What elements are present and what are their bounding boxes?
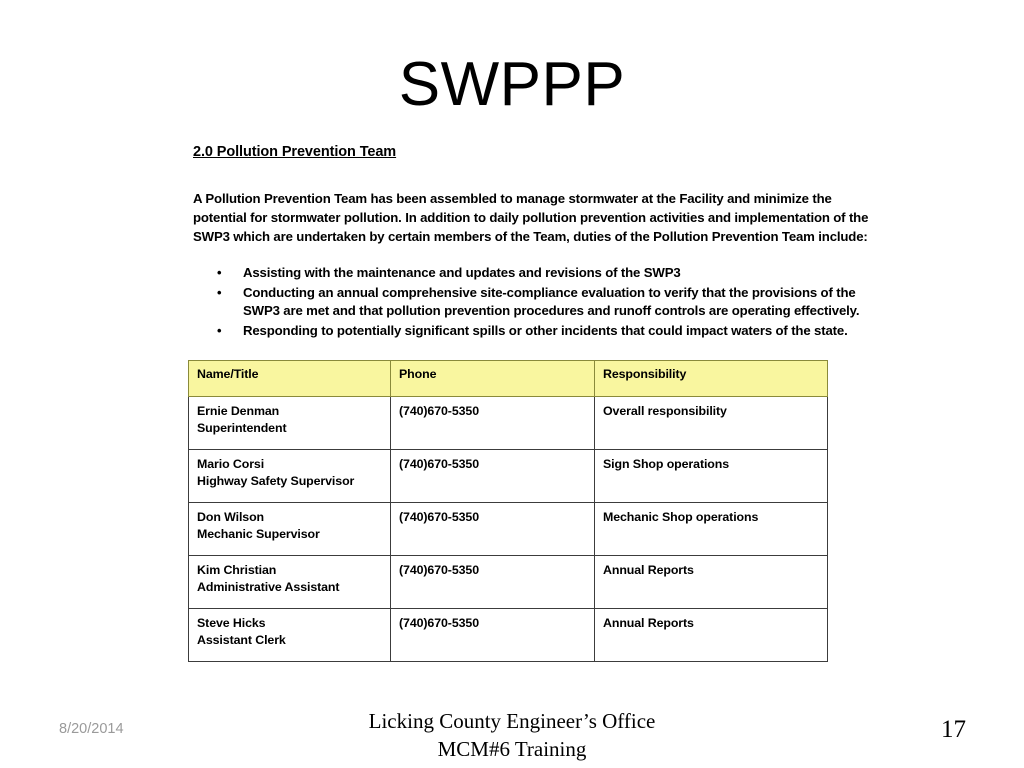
cell-responsibility: Annual Reports xyxy=(595,556,828,609)
table-row xyxy=(189,556,828,609)
section-heading: 2.0 Pollution Prevention Team xyxy=(193,144,397,160)
cell-phone: (740)670-5350 xyxy=(391,609,595,662)
bullet-icon: • xyxy=(217,284,222,300)
list-item xyxy=(193,322,888,341)
cell-name-title xyxy=(189,397,391,450)
column-header-phone: Phone xyxy=(391,361,595,397)
cell-name-title xyxy=(189,609,391,662)
member-title: Superintendent xyxy=(197,421,287,436)
page-title: SWPPP xyxy=(398,50,626,119)
table-row xyxy=(189,397,828,450)
member-name: Mario Corsi xyxy=(197,457,265,471)
bullet-icon: • xyxy=(217,323,222,339)
list-item xyxy=(193,284,888,321)
bullet-icon: • xyxy=(217,264,222,280)
cell-name-title xyxy=(189,503,391,556)
member-title: Highway Safety Supervisor xyxy=(197,474,355,489)
cell-responsibility: Overall responsibility xyxy=(595,397,828,450)
footer-subtitle: MCM#6 Training xyxy=(437,736,587,761)
member-title: Mechanic Supervisor xyxy=(197,527,320,542)
column-header-name-title: Name/Title xyxy=(189,361,391,397)
member-title: Administrative Assistant xyxy=(197,580,340,595)
footer-organization: Licking County Engineer’s Office xyxy=(368,709,656,733)
intro-paragraph: A Pollution Prevention Team has been assembled to manage stormwater at the Facility and minimize the potential for stormwater pollution. In addition to daily pollution prevention activities and implementation of the SWP3 which are undertaken by certain members of the Team, duties of the Pollution Prevention Team include: xyxy=(193,190,869,244)
cell-phone: (740)670-5350 xyxy=(391,450,595,503)
member-name: Ernie Denman xyxy=(197,404,280,418)
cell-phone: (740)670-5350 xyxy=(391,503,595,556)
body-content xyxy=(193,143,888,342)
table-row xyxy=(189,450,828,503)
member-title: Assistant Clerk xyxy=(197,633,286,648)
cell-phone: (740)670-5350 xyxy=(391,556,595,609)
list-item xyxy=(193,264,888,283)
duties-bullet-list xyxy=(193,264,888,341)
list-item-text: Assisting with the maintenance and updates and revisions of the SWP3 xyxy=(243,264,681,280)
table-header-row xyxy=(189,361,828,397)
cell-responsibility: Mechanic Shop operations xyxy=(595,503,828,556)
cell-responsibility: Sign Shop operations xyxy=(595,450,828,503)
cell-responsibility: Annual Reports xyxy=(595,609,828,662)
pollution-prevention-team-table xyxy=(188,360,828,662)
member-name: Don Wilson xyxy=(197,510,265,524)
footer-date: 8/20/2014 xyxy=(59,721,124,737)
cell-phone: (740)670-5350 xyxy=(391,397,595,450)
list-item-text: Responding to potentially significant spills or other incidents that could impact waters of the state. xyxy=(243,323,848,339)
table-row xyxy=(189,503,828,556)
cell-name-title xyxy=(189,450,391,503)
footer-center-text xyxy=(0,708,1024,763)
footer-page-number: 17 xyxy=(941,716,966,743)
list-item-text: Conducting an annual comprehensive site-compliance evaluation to verify that the provisions of the SWP3 are met and that pollution prevention procedures and runoff controls are operating effectively. xyxy=(243,284,860,319)
column-header-responsibility: Responsibility xyxy=(595,361,828,397)
member-name: Steve Hicks xyxy=(197,616,266,630)
table-row xyxy=(189,609,828,662)
member-name: Kim Christian xyxy=(197,563,277,577)
cell-name-title xyxy=(189,556,391,609)
